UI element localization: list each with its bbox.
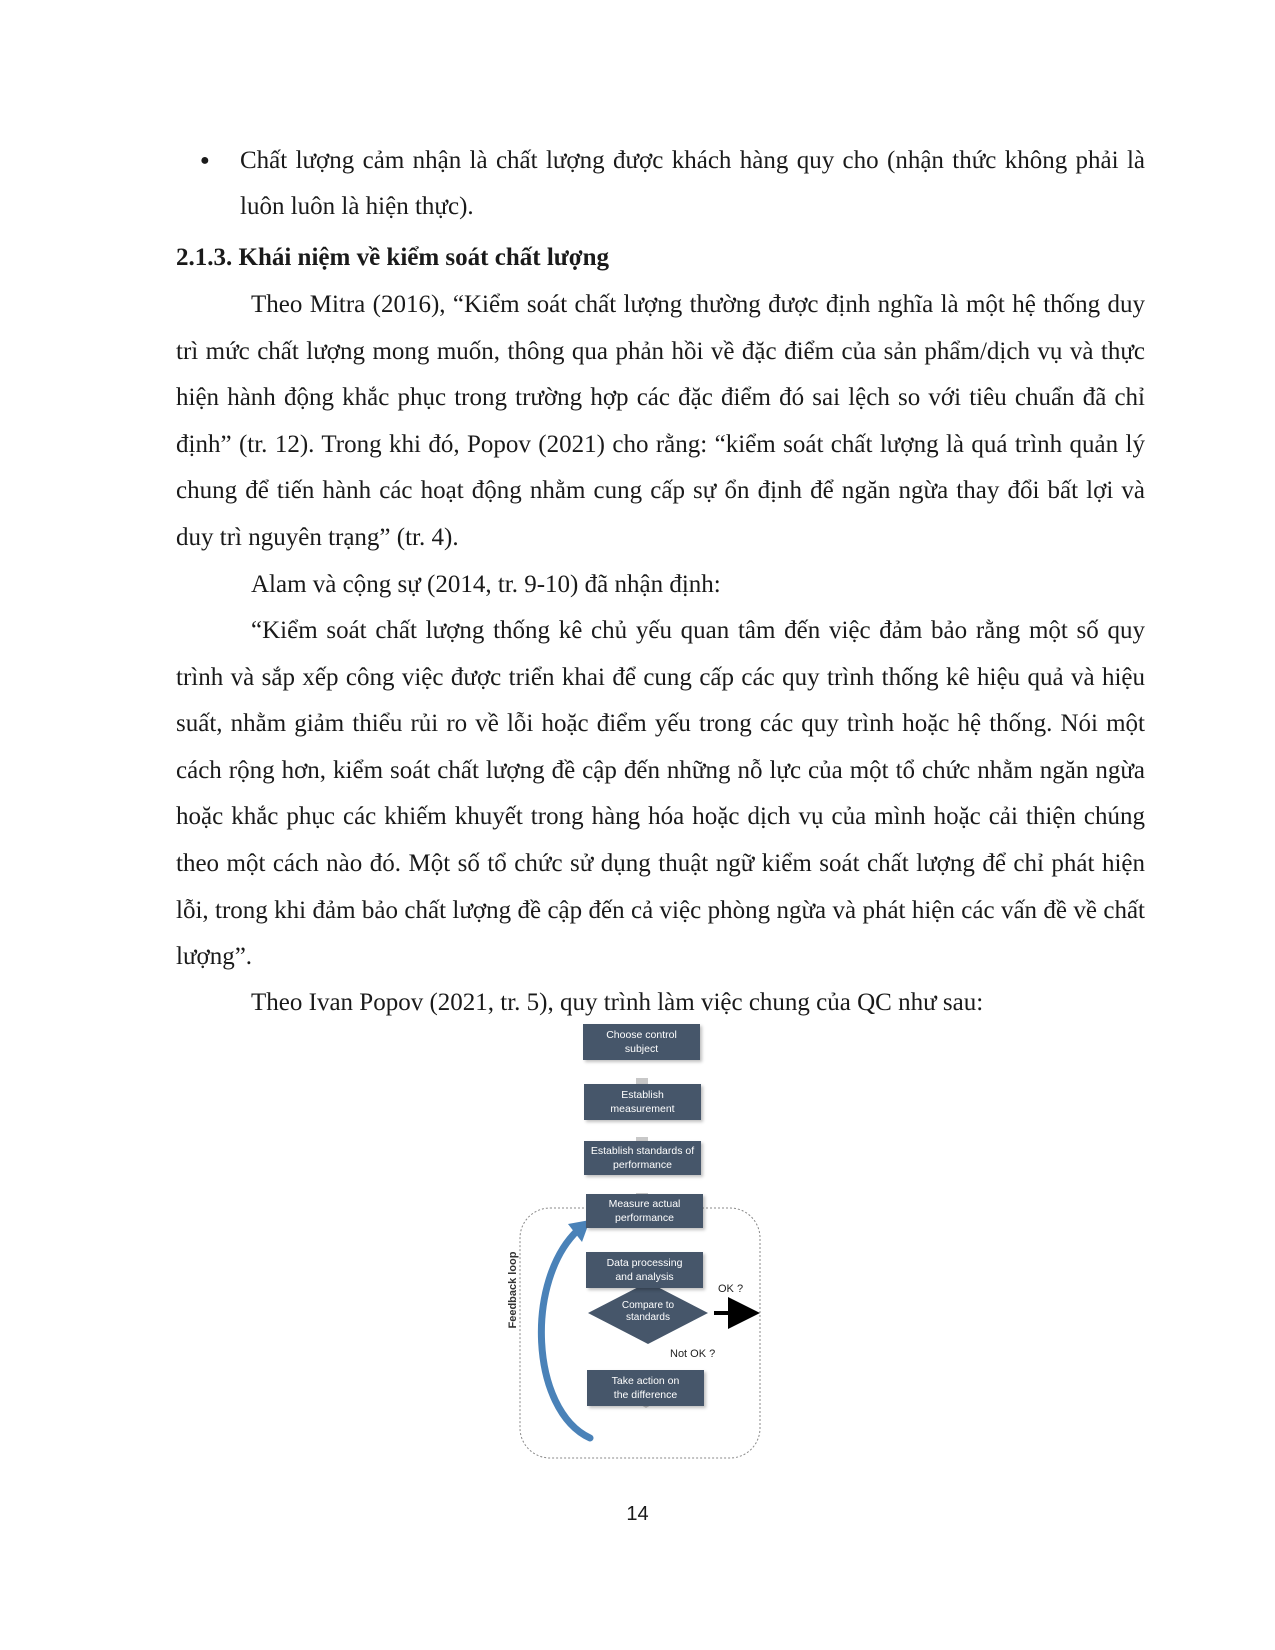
decision-label — [608, 1300, 688, 1324]
feedback-loop-label: Feedback loop — [507, 1251, 519, 1329]
step-text: and analysis — [615, 1271, 674, 1283]
step-text: Take action on — [611, 1375, 680, 1387]
step-text: the difference — [613, 1389, 678, 1401]
step-text: performance — [615, 1212, 674, 1224]
step-choose-control-subject — [583, 1024, 700, 1060]
paragraph-quote: “Kiểm soát chất lượng thống kê chủ yếu quan tâm đến việc đảm bảo rằng một số quy trình và sắp xếp công việc được triển khai để cung cấp các quy trình thống kê hiệu quả và hiệu suất, nhằm giảm thiểu rủi ro về lỗi hoặc điểm yếu trong các quy trình hoặc hệ thống. Nói một cách rộng hơn, kiểm soát chất lượng đề cập đến những nỗ lực của một tổ chức nhằm ngăn ngừa hoặc khắc phục các khiếm khuyết trong hàng hóa hoặc dịch vụ của mình hoặc cải thiện chúng theo một cách nào đó. Một số tổ chức sử dụng thuật ngữ kiểm soát chất lượng để chỉ phát hiện lỗi, trong khi đảm bảo chất lượng đề cập đến cả việc phòng ngừa và phát hiện các vấn đề về chất lượng”. — [176, 617, 1145, 971]
step-text: subject — [624, 1043, 659, 1055]
qc-process-flowchart — [507, 1029, 810, 1480]
step-take-action — [587, 1370, 704, 1406]
step-establish-standards — [584, 1141, 701, 1175]
paragraph-definitions: Theo Mitra (2016), “Kiểm soát chất lượng thường được định nghĩa là một hệ thống duy trì mức chất lượng mong muốn, thông qua phản hồi về đặc điểm của sản phẩm/dịch vụ và thực hiện hành động khắc phục trong trường hợp các đặc điểm đó sai lệch so với tiêu chuẩn đã chỉ định” (tr. 12). Trong khi đó, Popov (2021) cho rằng: “kiểm soát chất lượng là quá trình quản lý chung để tiến hành các hoạt động nhằm cung cấp sự ổn định để ngăn ngừa thay đổi bất lợi và duy trì nguyên trạng” (tr. 4). — [176, 291, 1145, 551]
step-data-processing — [586, 1252, 703, 1288]
bullet-text: Chất lượng cảm nhận là chất lượng được khách hàng quy cho (nhận thức không phải là luôn luôn là hiện thực). — [240, 147, 1145, 220]
step-text: performance — [613, 1159, 672, 1171]
step-text: Measure actual — [608, 1198, 681, 1210]
feedback-curve — [541, 1230, 590, 1438]
paragraph-alam-intro: Alam và cộng sự (2014, tr. 9-10) đã nhận định: — [251, 571, 721, 598]
step-establish-measurement — [584, 1084, 701, 1120]
ok-label: OK ? — [718, 1283, 744, 1295]
step-arrows — [630, 1078, 658, 1408]
decision-text: standards — [626, 1312, 670, 1323]
step-text: Choose control — [606, 1029, 677, 1041]
step-text: Establish — [621, 1089, 664, 1101]
step-text: Data processing — [606, 1257, 683, 1269]
page-number: 14 — [626, 1503, 649, 1525]
step-text: Establish standards of — [590, 1145, 695, 1157]
decision-text: Compare to — [621, 1300, 675, 1311]
bullet-dot: ● — [200, 152, 210, 169]
not-ok-label: Not OK ? — [670, 1348, 716, 1360]
step-measure-performance — [586, 1194, 703, 1228]
step-text: measurement — [610, 1103, 675, 1115]
paragraph-figure-intro: Theo Ivan Popov (2021, tr. 5), quy trình làm việc chung của QC như sau: — [251, 989, 984, 1016]
section-heading: 2.1.3. Khái niệm về kiểm soát chất lượng — [176, 244, 610, 271]
